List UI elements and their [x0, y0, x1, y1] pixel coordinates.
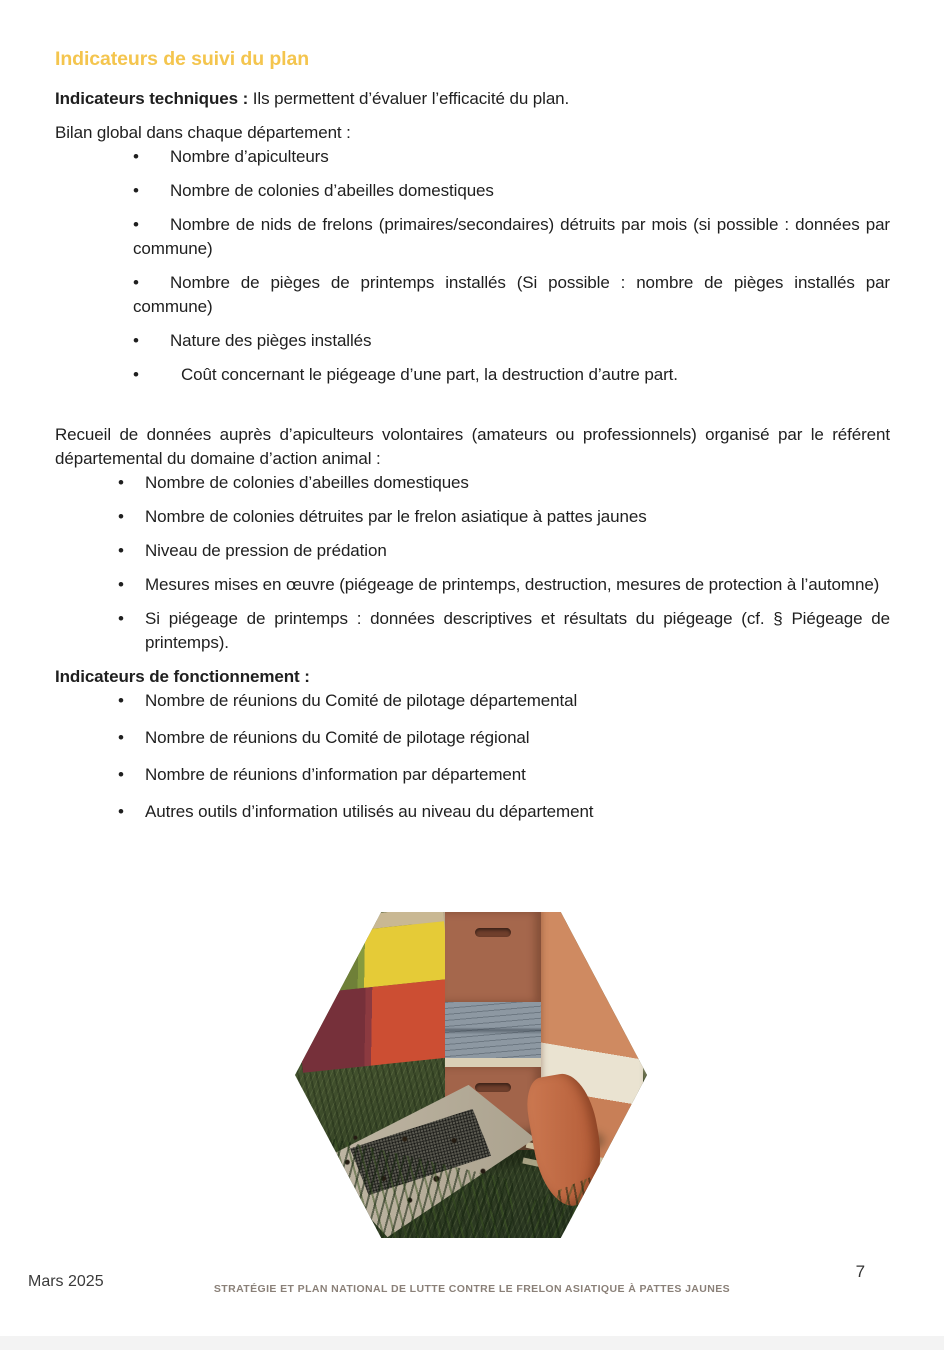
list-item [133, 213, 890, 261]
list-item-text: Mesures mises en œuvre (piégeage de printemps, destruction, mesures de protection à l’automne) [145, 575, 880, 594]
bullet-icon: • [118, 728, 124, 747]
beehive-photo [295, 912, 647, 1238]
list-item-text: Niveau de pression de prédation [145, 541, 387, 560]
main-hive-upper-box [445, 912, 541, 1002]
main-hive-cream-strip [445, 1058, 541, 1067]
list-item [118, 763, 890, 787]
bottom-bar [0, 1336, 944, 1350]
bullet-icon: • [118, 765, 124, 784]
bullet-icon: • [133, 365, 139, 384]
list-item-text: Nature des pièges installés [170, 331, 372, 350]
footer-date: Mars 2025 [28, 1273, 104, 1290]
recueil-list [55, 471, 890, 655]
hive-handle-slot [475, 928, 511, 937]
list-item-text: Nombre de réunions du Comité de pilotage régional [145, 728, 530, 747]
list-item-text: Nombre d’apiculteurs [170, 147, 329, 166]
list-item [118, 471, 890, 495]
list-item-text: Nombre de réunions d’information par département [145, 765, 526, 784]
bilan-intro: Bilan global dans chaque département : [55, 123, 351, 142]
main-hive-grey-band [445, 1002, 541, 1058]
bullet-icon: • [118, 473, 124, 492]
list-item [118, 689, 890, 713]
bullet-icon: • [118, 802, 124, 821]
photo-left-hive [295, 912, 459, 1078]
left-hive-maroon-red-band [295, 979, 458, 1073]
section-heading: Indicateurs de suivi du plan [55, 48, 310, 70]
list-item [118, 573, 890, 597]
list-item-text: Autres outils d’information utilisés au niveau du département [145, 802, 594, 821]
bullet-icon: • [133, 147, 139, 166]
list-item-text: Coût concernant le piégeage d’une part, la destruction d’autre part. [181, 365, 678, 384]
list-item [118, 726, 890, 750]
bullet-icon: • [118, 541, 124, 560]
list-item-text: Nombre de colonies d’abeilles domestiques [170, 181, 494, 200]
list-item-text: Nombre de nids de frelons (primaires/secondaires) détruits par mois (si possible : données par commune) [133, 215, 890, 258]
list-item [118, 539, 890, 563]
list-item [118, 607, 890, 655]
list-item-text: Nombre de colonies détruites par le frelon asiatique à pattes jaunes [145, 507, 647, 526]
list-item [133, 271, 890, 319]
fonctionnement-list [55, 689, 890, 824]
list-item [133, 363, 890, 387]
list-item [133, 179, 890, 203]
bullet-icon: • [118, 609, 124, 628]
intro-paragraph [55, 87, 890, 111]
bullet-icon: • [118, 507, 124, 526]
list-item-text: Si piégeage de printemps : données descriptives et résultats du piégeage (cf. § Piégeage de printemps). [145, 609, 890, 652]
list-item-text: Nombre de colonies d’abeilles domestiques [145, 473, 469, 492]
list-item [118, 505, 890, 529]
bullet-icon: • [118, 691, 124, 710]
list-item [133, 329, 890, 353]
bullet-icon: • [133, 215, 139, 234]
footer-running-title: STRATÉGIE ET PLAN NATIONAL DE LUTTE CONTRE LE FRELON ASIATIQUE À PATTES JAUNES [213, 1283, 731, 1295]
list-item-text: Nombre de réunions du Comité de pilotage départemental [145, 691, 578, 710]
intro-text: Ils permettent d’évaluer l’efficacité du plan. [248, 89, 570, 108]
intro-bold-label: Indicateurs techniques : [55, 89, 249, 108]
bullet-icon: • [118, 575, 124, 594]
list-item [133, 145, 890, 169]
list-item-text: Nombre de pièges de printemps installés (Si possible : nombre de pièges installés par commune) [133, 273, 890, 316]
page-number: 7 [855, 1262, 865, 1281]
list-item [118, 800, 890, 824]
bullet-icon: • [133, 181, 139, 200]
bullet-icon: • [133, 331, 139, 350]
bullet-icon: • [133, 273, 139, 292]
recueil-paragraph: Recueil de données auprès d’apiculteurs volontaires (amateurs ou professionnels) organisé par le référent départemental du domaine d’action animal : [55, 425, 890, 468]
fonctionnement-heading: Indicateurs de fonctionnement : [55, 667, 310, 686]
bilan-list [55, 145, 890, 387]
